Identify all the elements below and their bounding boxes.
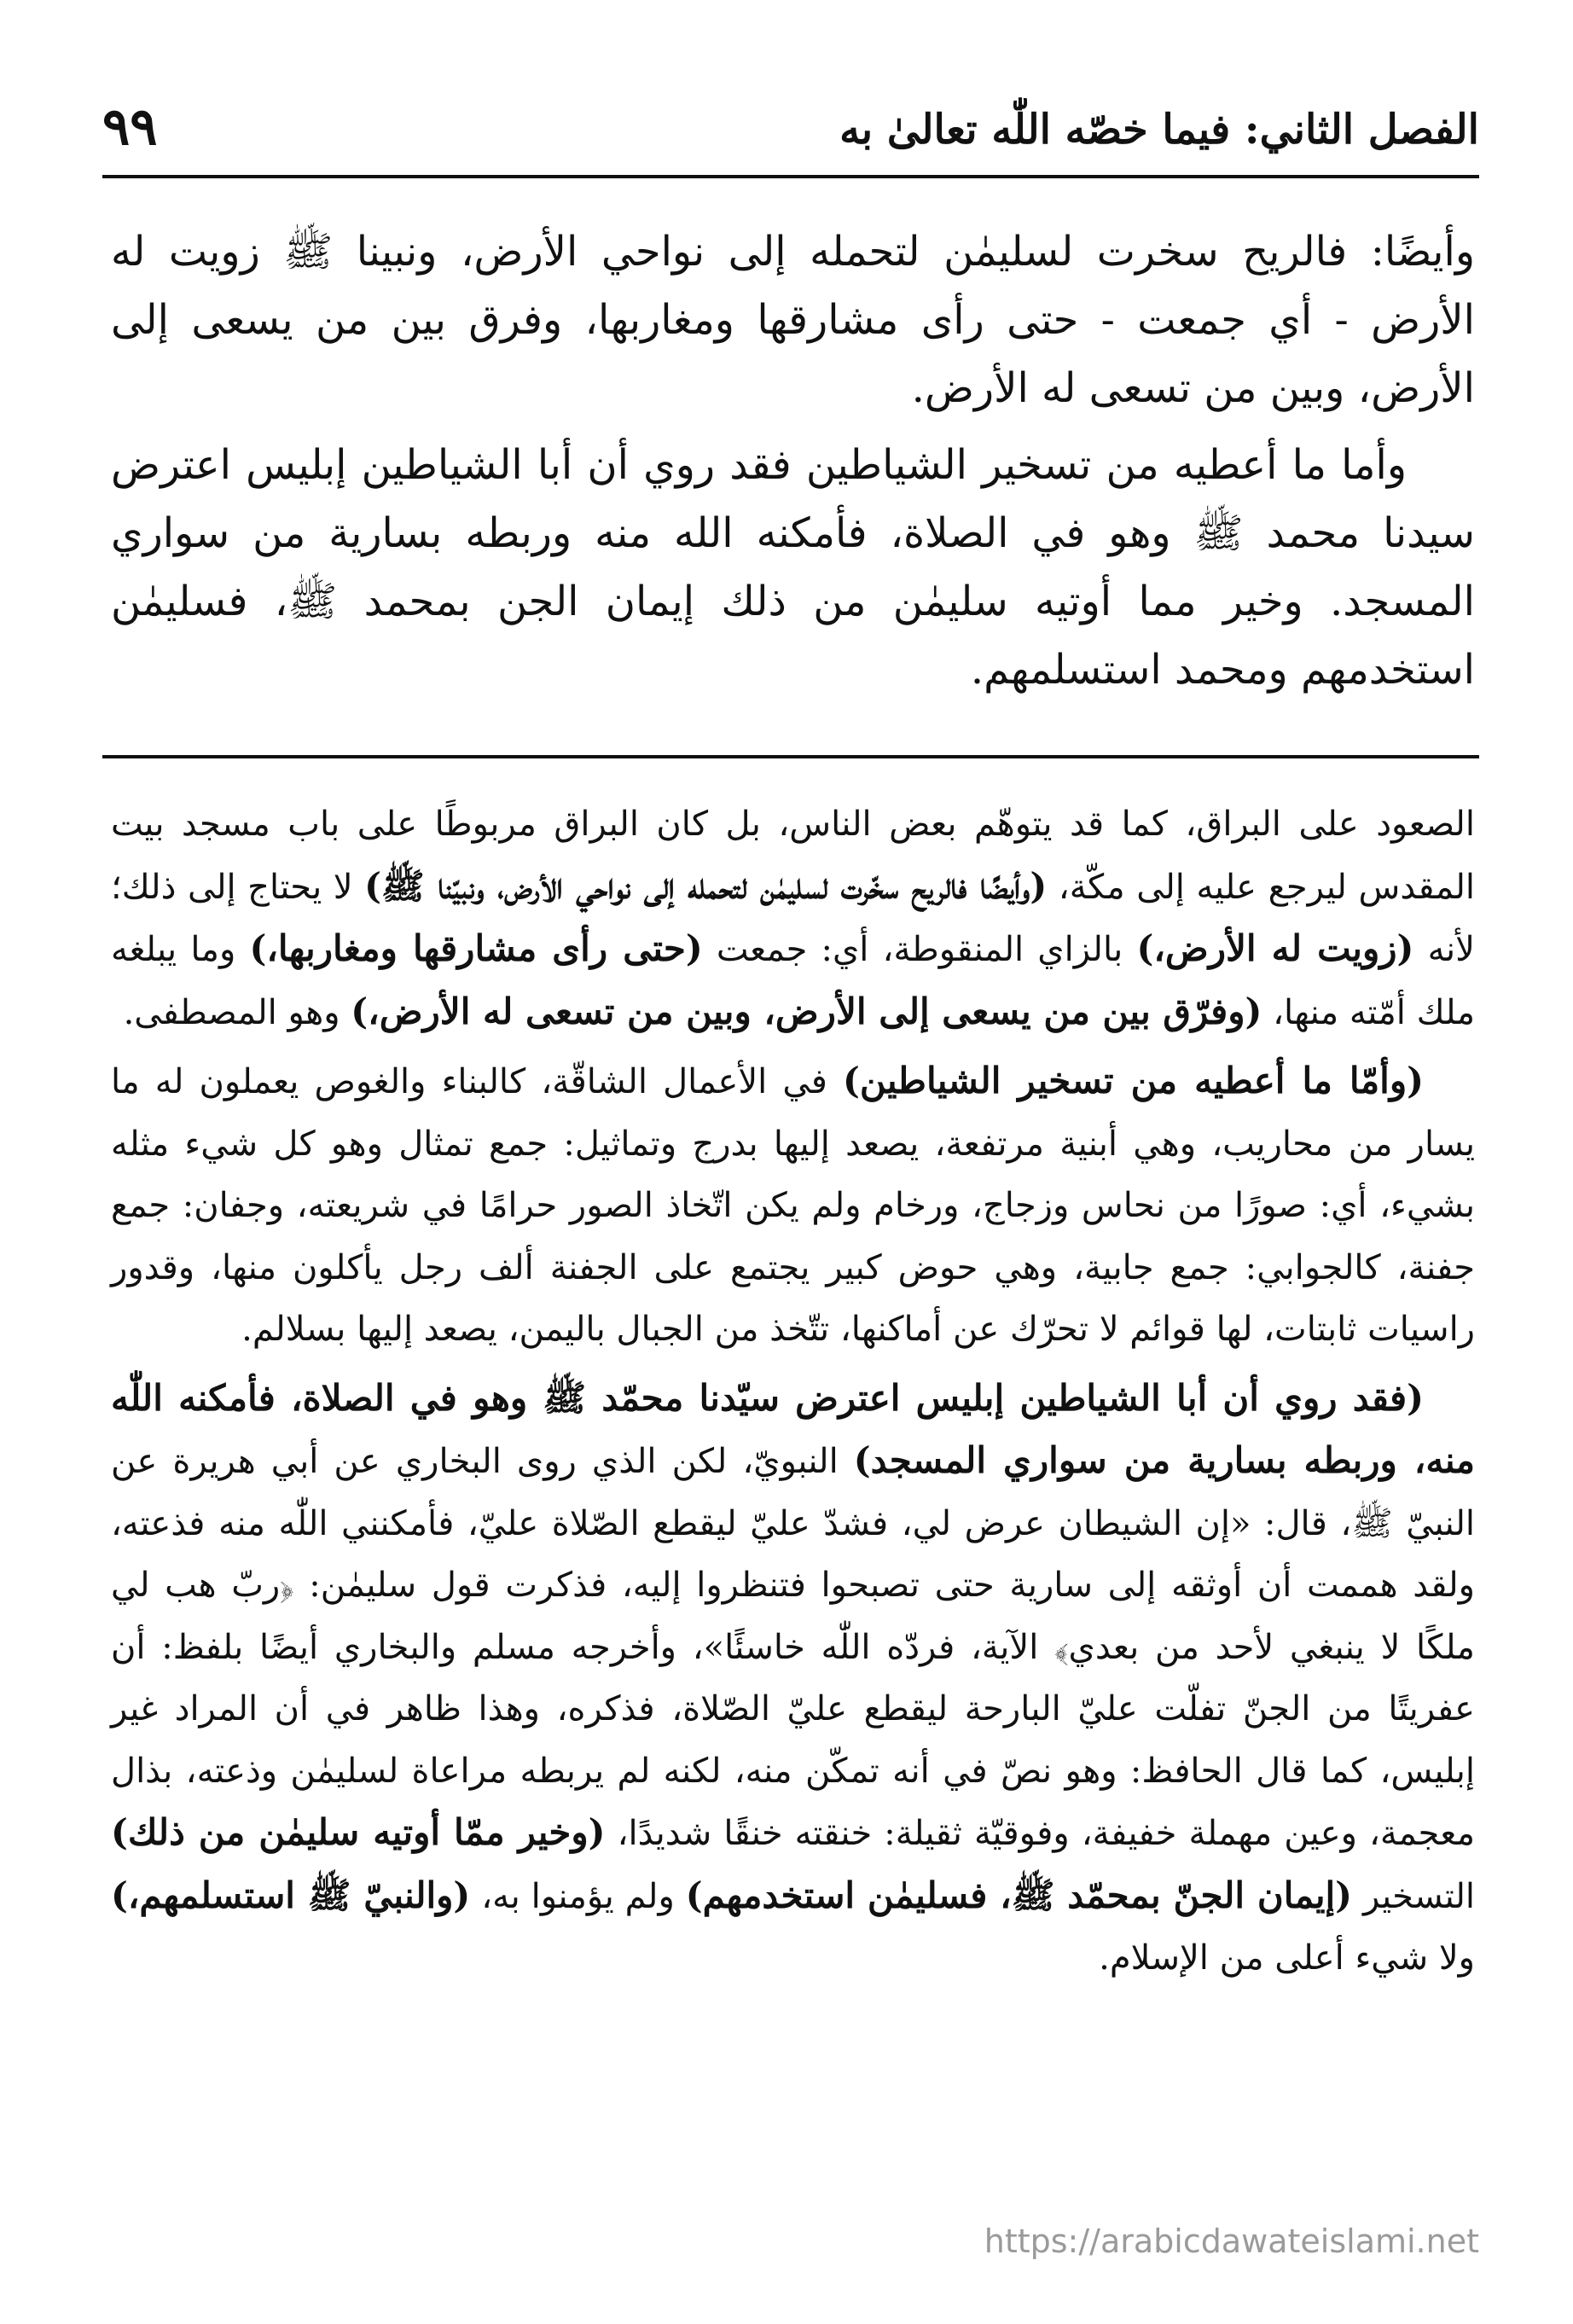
text-segment: وأيضًا: فالريح سخرت لسليمٰن لتحمله إلى نواحي الأرض، ونبينا ﷺ زويت له الأرض - أي جمعت - حتى رأى مشارقها ومغاربها، وفرق بين من يسعى إلى الأرض، وبين من تسعى له الأرض. bbox=[111, 228, 1476, 412]
quoted-matn-segment: (إيمان الجنّ بمحمّد ﷺ، فسليمٰن استخدمهم) bbox=[685, 1874, 1353, 1916]
text-segment: ولم يؤمنوا به، bbox=[470, 1876, 686, 1916]
footnote-divider bbox=[102, 755, 1479, 758]
main-text-block bbox=[111, 218, 1475, 704]
quoted-matn-segment: (زويت له الأرض،) bbox=[1136, 927, 1414, 969]
page-number: ٩٩ bbox=[102, 97, 158, 157]
quoted-matn-segment: (حتى رأى مشارقها ومغاربها،) bbox=[249, 927, 703, 969]
header-divider bbox=[102, 175, 1479, 178]
text-segment: وما يبلغه ملك أمّته منها، bbox=[111, 930, 1475, 1032]
main-paragraph bbox=[111, 218, 1475, 422]
text-segment: ولا شيء أعلى من الإسلام. bbox=[1099, 1938, 1475, 1978]
main-paragraph bbox=[111, 431, 1475, 704]
commentary-paragraph bbox=[111, 1368, 1475, 1990]
commentary-paragraph bbox=[111, 793, 1475, 1043]
quoted-matn-segment: (وأيضًا فالريح سخّرت لسليمٰن لتحمله إلى نواحي الأرض، ونبيّنا ﷺ) bbox=[364, 864, 1048, 907]
quoted-matn-segment: (وفرّق بين من يسعى إلى الأرض، وبين من تسعى له الأرض،) bbox=[351, 990, 1262, 1032]
text-segment: وأما ما أعطيه من تسخير الشياطين فقد روي أن أبا الشياطين إبليس اعترض سيدنا محمد ﷺ وهو في الصلاة، فأمكنه الله منه وربطه بسارية من سواري المسجد. وخير مما أوتيه سليمٰن من ذلك إيمان الجن بمحمد ﷺ، فسليمٰن استخدمهم ومحمد استسلمهم. bbox=[111, 441, 1475, 694]
quoted-matn-segment: (وخير ممّا أوتيه سليمٰن من ذلك) bbox=[111, 1811, 606, 1853]
running-header bbox=[102, 94, 1479, 162]
quoted-matn-segment: (وأمّا ما أعطيه من تسخير الشياطين) bbox=[843, 1060, 1424, 1101]
text-segment: لا يحتاج إلى ذلك؛ لأنه bbox=[111, 867, 1475, 969]
quoted-matn-segment: (والنبيّ ﷺ استسلمهم،) bbox=[111, 1874, 471, 1916]
text-segment: في الأعمال الشاقّة، كالبناء والغوص يعملون له ما يسار من محاريب، وهي أبنية مرتفعة، يصعد إليها بدرج وتماثيل: جمع تمثال وهو كل شيء مثله بشيء، أي: صورًا من نحاس وزجاج، ورخام ولم يكن اتّخاذ الصور حرامًا في شريعته، وجفان: جمع جفنة، كالجوابي: جمع جابية، وهي حوض كبير يجتمع على الجفنة ألف رجل يأكلون منها، وقدور راسيات ثابتات، لها قوائم لا تحرّك عن أماكنها، تتّخذ من الجبال باليمن، يصعد إليها بسلالم. bbox=[111, 1062, 1476, 1349]
text-segment: الصعود على البراق، كما قد يتوهّم بعض الناس، بل كان البراق مربوطًا على باب مسجد بيت المقدس ليرجع عليه إلى مكّة، bbox=[111, 805, 1475, 907]
text-segment: وهو المصطفى. bbox=[123, 992, 351, 1032]
quoted-matn-segment: (فقد روي أن أبا الشياطين إبليس اعترض سيّدنا محمّد ﷺ وهو في الصلاة، فأمكنه اللّٰه منه، وربطه بسارية من سواري المسجد) bbox=[111, 1376, 1476, 1481]
source-watermark: https://arabicdawateislami.net bbox=[984, 2222, 1479, 2260]
text-segment: النبويّ، لكن الذي روى البخاري عن أبي هريرة عن النبيّ ﷺ، قال: «إن الشيطان عرض لي، فشدّ عليّ ليقطع الصّلاة عليّ، فأمكنني اللّٰه منه فذعته، ولقد هممت أن أوثقه إلى سارية حتى تصبحوا فتنظروا إليه، فذكرت قول سليمٰن: ﴿ربّ هب لي ملكًا لا ينبغي لأحد من بعدي﴾ الآية، فردّه اللّٰه خاسئًا»، وأخرجه مسلم والبخاري أيضًا بلفظ: أن عفريتًا من الجنّ تفلّت عليّ البارحة ليقطع عليّ الصّلاة، فذكره، وهذا ظاهر في أن المراد غير إبليس، كما قال الحافظ: وهو نصّ في أنه تمكّن منه، لكنه لم يربطه مراعاة لسليمٰن وذعته، بذال معجمة، وعين مهملة خفيفة، وفوقيّة ثقيلة: خنقته خنقًا شديدًا، bbox=[111, 1442, 1475, 1853]
chapter-title: الفصل الثاني: فيما خصّه اللّٰه تعالىٰ به bbox=[839, 106, 1479, 154]
commentary-block bbox=[111, 793, 1475, 1990]
text-segment: التسخير bbox=[1352, 1876, 1476, 1916]
text-segment: بالزاي المنقوطة، أي: جمعت bbox=[702, 930, 1137, 969]
commentary-paragraph bbox=[111, 1050, 1475, 1361]
